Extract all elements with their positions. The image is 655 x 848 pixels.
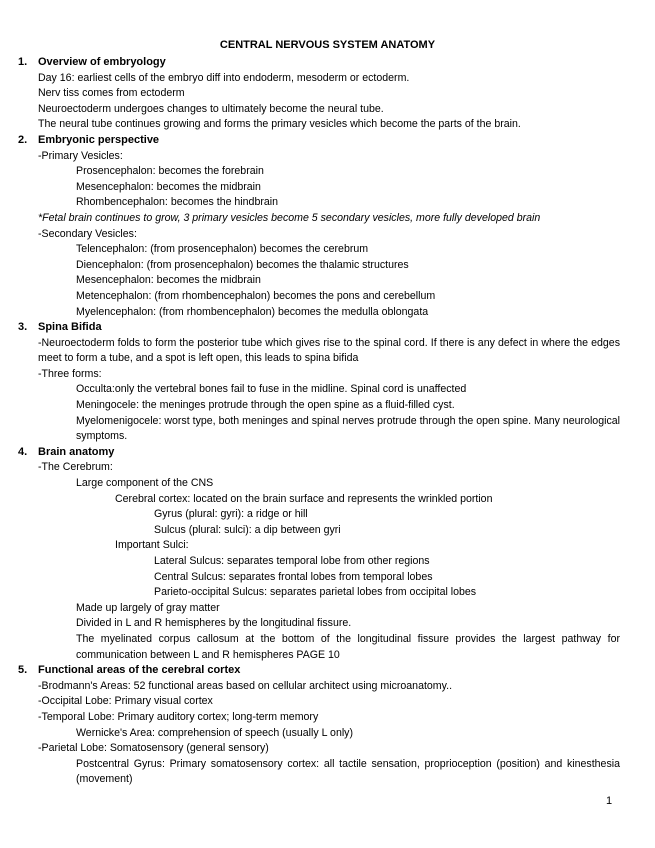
text-line: Postcentral Gyrus: Primary somatosensory cortex: all tactile sensation, proprioception (position) and kinesthesia (movement) xyxy=(76,757,620,786)
text-line: Wernicke's Area: comprehension of speech (usually L only) xyxy=(76,726,354,739)
secondary-vesicles-label: -Secondary Vesicles: xyxy=(38,227,137,240)
text-line: -Temporal Lobe: Primary auditory cortex; long-term memory xyxy=(38,710,319,723)
primary-vesicles-label: -Primary Vesicles: xyxy=(38,149,123,162)
list-item: Diencephalon: (from prosencephalon) becomes the thalamic structures xyxy=(76,258,409,271)
text-line: Made up largely of gray matter xyxy=(76,601,220,614)
section-heading-5 xyxy=(18,663,620,679)
section-heading-2 xyxy=(18,133,620,149)
text-line: -Brodmann's Areas: 52 functional areas based on cellular architect using microanatomy.. xyxy=(38,679,453,692)
list-item: Mesencephalon: becomes the midbrain xyxy=(76,180,261,193)
text-line: Sulcus (plural: sulci): a dip between gyri xyxy=(154,523,341,536)
text-line: -Parietal Lobe: Somatosensory (general sensory) xyxy=(38,742,269,755)
section-title: Functional areas of the cerebral cortex xyxy=(38,664,241,677)
important-sulci-label: Important Sulci: xyxy=(115,539,189,552)
section-number: 3. xyxy=(18,321,28,334)
list-item: Parieto-occipital Sulcus: separates parietal lobes from occipital lobes xyxy=(154,586,477,599)
list-item: Myelencephalon: (from rhombencephalon) becomes the medulla oblongata xyxy=(76,305,429,318)
text-line: Cerebral cortex: located on the brain surface and represents the wrinkled portion xyxy=(115,492,493,505)
section-title: Spina Bifida xyxy=(38,321,102,334)
list-item: Metencephalon: (from rhombencephalon) becomes the pons and cerebellum xyxy=(76,289,436,302)
page-number: 1 xyxy=(606,795,613,807)
list-item: Telencephalon: (from prosencephalon) becomes the cerebrum xyxy=(76,243,369,256)
list-item: Prosencephalon: becomes the forebrain xyxy=(76,165,264,178)
text-line: Neuroectoderm undergoes changes to ultimately become the neural tube. xyxy=(38,102,384,115)
text-line: The myelinated corpus callosum at the bottom of the longitudinal fissure provides the largest pathway for communication between L and R hemispheres PAGE 10 xyxy=(76,632,620,661)
list-item: Mesencephalon: becomes the midbrain xyxy=(76,274,261,287)
section-title: Embryonic perspective xyxy=(38,133,160,146)
spina-bifida-intro: -Neuroectoderm folds to form the posterior tube which gives rise to the spinal cord. If there is any defect in where the edges meet to form a tube, and a spot is left open, this leads to spina bifida xyxy=(38,336,620,365)
section-heading-1 xyxy=(18,55,620,71)
text-line: Large component of the CNS xyxy=(76,477,214,490)
section-heading-3 xyxy=(18,320,620,336)
cerebrum-label: -The Cerebrum: xyxy=(38,461,113,474)
text-line: Day 16: earliest cells of the embryo diff into endoderm, mesoderm or ectoderm. xyxy=(38,71,410,84)
text-line: Gyrus (plural: gyri): a ridge or hill xyxy=(154,508,308,521)
list-item: Rhombencephalon: becomes the hindbrain xyxy=(76,196,279,209)
text-line: Nerv tiss comes from ectoderm xyxy=(38,87,185,100)
list-item: Meningocele: the meninges protrude through the open spine as a fluid-filled cyst. xyxy=(76,399,455,412)
document-title: CENTRAL NERVOUS SYSTEM ANATOMY xyxy=(219,39,436,51)
fetal-brain-note: *Fetal brain continues to grow, 3 primary vesicles become 5 secondary vesicles, more fully developed brain xyxy=(38,211,541,224)
list-item: Central Sulcus: separates frontal lobes from temporal lobes xyxy=(154,570,433,583)
list-item: Occulta:only the vertebral bones fail to fuse in the midline. Spinal cord is unaffected xyxy=(76,383,467,396)
document-body xyxy=(18,55,620,788)
section-number: 2. xyxy=(18,133,28,146)
list-item: Lateral Sulcus: separates temporal lobe from other regions xyxy=(154,555,430,567)
text-line: -Occipital Lobe: Primary visual cortex xyxy=(38,695,213,708)
section-number: 5. xyxy=(18,664,28,677)
three-forms-label: -Three forms: xyxy=(38,367,102,380)
text-line: The neural tube continues growing and forms the primary vesicles which become the parts of the brain. xyxy=(38,118,521,131)
section-number: 1. xyxy=(18,56,28,68)
section-title: Brain anatomy xyxy=(38,445,115,458)
section-title: Overview of embryology xyxy=(38,56,166,68)
text-line: Divided in L and R hemispheres by the longitudinal fissure. xyxy=(76,617,352,630)
list-item: Myelomenigocele: worst type, both meninges and spinal nerves protrude through the open spine. Many neurological symptoms. xyxy=(76,414,620,443)
section-number: 4. xyxy=(18,445,28,458)
section-heading-4 xyxy=(18,445,620,461)
